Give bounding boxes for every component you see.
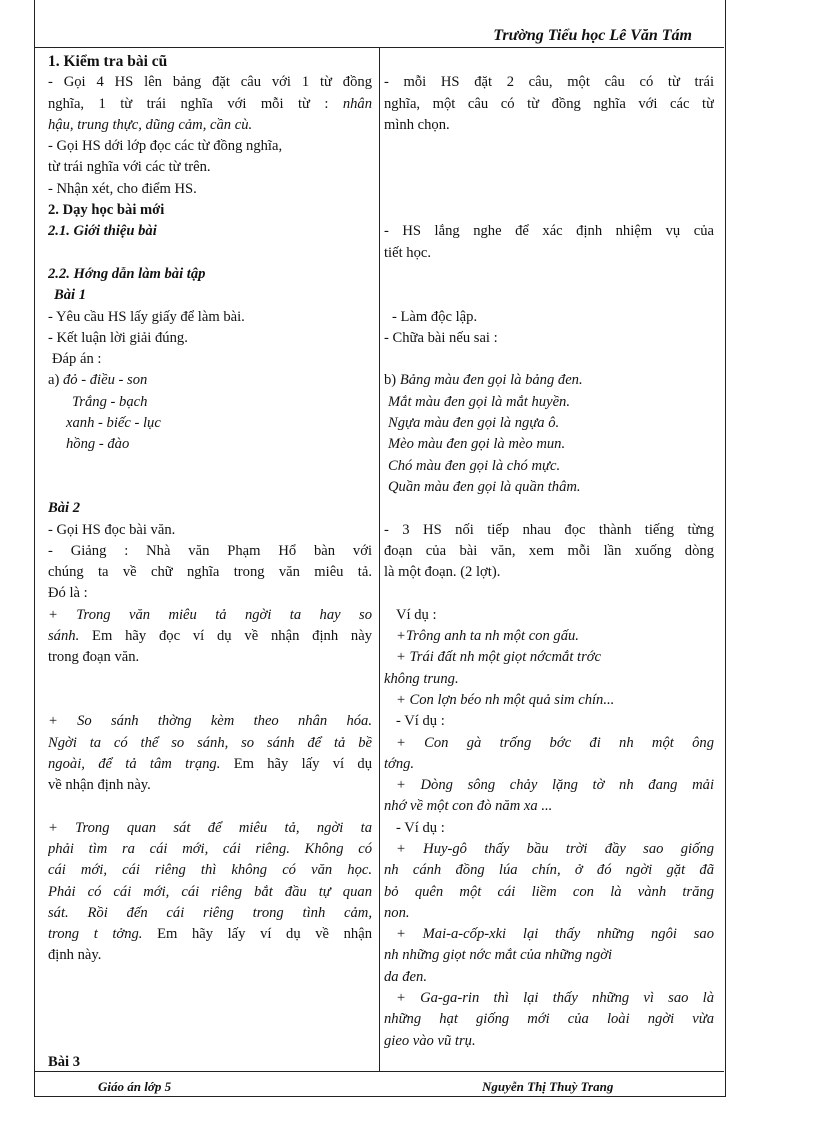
text-line: định này. (48, 947, 102, 964)
text-line: về nhận định này. (48, 777, 151, 794)
text-line: + Trái đất nh một giọt nớcmắt trớc (396, 649, 602, 666)
footer-rule (34, 1071, 724, 1072)
spacer (384, 136, 714, 157)
text-line: da đen. (384, 968, 427, 985)
text-line: Ví dụ : (396, 606, 437, 623)
text-line: sát. Rồi đến cái riêng trong tình cảm, (48, 904, 372, 921)
spacer (384, 51, 714, 72)
text-line: hậu, trung thực, dũng cảm, cần cù. (48, 116, 253, 133)
text-line: là một đoạn. (2 lợt). (384, 564, 501, 581)
text-line: nghĩa, một câu có từ đồng nghĩa với các từ (384, 95, 714, 112)
text-span: Em hãy lấy ví dụ về nhận (142, 926, 372, 943)
text-line: + Trong văn miêu tả ngời ta hay so (48, 606, 372, 623)
text-line: - Chữa bài nếu sai : (384, 329, 498, 346)
exercise-heading: Bài 2 (48, 500, 81, 517)
text-line: - Ví dụ : (396, 713, 445, 730)
text-line: hồng - đào (66, 436, 130, 453)
text-line: +Trông anh ta nh một con gấu. (396, 628, 579, 645)
text-line: - Kết luận lời giải đúng. (48, 329, 188, 346)
text-line: - Nhận xét, cho điểm HS. (48, 180, 197, 197)
text-line: non. (384, 904, 410, 921)
teacher-activities-column (48, 51, 372, 1073)
text-line: - Yêu cầu HS lấy giấy để làm bài. (48, 308, 245, 325)
text-line (48, 94, 372, 115)
text-span: nhân (342, 95, 372, 112)
text-span: sánh. (48, 628, 80, 645)
text-line: trong đoạn văn. (48, 649, 140, 666)
text-line: + Con lợn béo nh một quả sim chín... (396, 691, 615, 708)
spacer (384, 264, 714, 285)
student-activities-column (384, 51, 714, 1052)
text-line: tớng. (384, 755, 415, 772)
text-line: không trung. (384, 670, 459, 687)
text-line: nh những giọt nớc mắt của những ngời (384, 947, 613, 964)
text-line: Đáp án : (52, 351, 102, 368)
text-line: - Giảng : Nhà văn Phạm Hổ bàn với (48, 542, 372, 559)
spacer (384, 157, 714, 178)
text-line (48, 754, 372, 775)
text-line: từ trái nghĩa với các từ trên. (48, 159, 211, 176)
text-line: + Mai-a-cốp-xki lại thấy những ngôi sao (396, 926, 714, 943)
spacer (48, 1009, 372, 1030)
spacer (384, 349, 714, 370)
text-span: Em hãy lấy ví dụ (220, 755, 372, 772)
text-line: - mỗi HS đặt 2 câu, một câu có từ trái (384, 74, 714, 91)
text-line: đoạn của bài văn, xem mỗi lần xuống dòng (384, 542, 714, 559)
text-line: + Ga-ga-rin thì lại thấy những vì sao là (396, 990, 714, 1007)
text-line: Ngời ta có thể so sánh, so sánh để tả bề (48, 734, 372, 751)
text-line: - Gọi 4 HS lên bảng đặt câu với 1 từ đồng (48, 74, 372, 91)
spacer (384, 200, 714, 221)
spacer (48, 456, 372, 477)
text-span: b) (384, 372, 400, 389)
school-name: Trường Tiểu học Lê Văn Tám (493, 27, 692, 44)
text-line: Chó màu đen gọi là chó mực. (388, 457, 561, 474)
spacer (48, 796, 372, 817)
spacer (384, 583, 714, 604)
text-line: bỏ quên một cái liềm con là vành trăng (384, 883, 714, 900)
text-line: Đó là : (48, 585, 88, 602)
text-span: nghĩa, 1 từ trái nghĩa với mỗi từ : (48, 95, 343, 112)
text-line (48, 626, 372, 647)
footer-author: Nguyễn Thị Thuỳ Trang (482, 1079, 614, 1094)
text-line: xanh - biếc - lục (66, 415, 161, 432)
text-line: - HS lắng nghe để xác định nhiệm vụ của (384, 223, 714, 240)
text-line: Quần màu đen gọi là quần thâm. (388, 478, 581, 495)
footer-class-label: Giáo án lớp 5 (98, 1079, 172, 1094)
text-line: mình chọn. (384, 116, 450, 133)
text-line: - Làm độc lập. (392, 308, 478, 325)
text-span: Bảng màu đen gọi là bảng đen. (399, 372, 583, 389)
column-divider (379, 47, 380, 1071)
spacer (48, 988, 372, 1009)
text-line: Trắng - bạch (72, 393, 148, 410)
section-heading: 1. Kiểm tra bài cũ (48, 53, 168, 70)
text-line: nhớ về một con đò năm xa ... (384, 798, 553, 815)
spacer (384, 179, 714, 200)
text-line (384, 370, 714, 391)
text-line: Mèo màu đen gọi là mèo mun. (388, 436, 566, 453)
text-line: - 3 HS nối tiếp nhau đọc thành tiếng từng (384, 521, 714, 538)
text-span: đỏ - điều - son (63, 372, 148, 389)
section-heading: 2. Dạy học bài mới (48, 202, 165, 219)
subsection-heading: 2.1. Giới thiệu bài (48, 223, 157, 240)
text-span: ngoài, để tả tâm trạng. (48, 755, 221, 772)
text-line: chúng ta về chữ nghĩa trong văn miêu tả. (48, 564, 372, 581)
text-line: - Gọi HS dới lớp đọc các từ đồng nghĩa, (48, 138, 283, 155)
text-line: gieo vào vũ trụ. (384, 1032, 476, 1049)
text-line (48, 370, 372, 391)
text-line: - Gọi HS đọc bài văn. (48, 521, 176, 538)
exercise-heading: Bài 1 (54, 287, 87, 304)
text-line: Phải có cái mới, cái riêng bắt đầu tự quan (48, 883, 372, 900)
text-line: Mắt màu đen gọi là mắt huyền. (388, 393, 570, 410)
text-line: + Trong quan sát để miêu tả, ngời ta (48, 819, 372, 836)
spacer (384, 498, 714, 519)
text-line: tiết học. (384, 244, 432, 261)
text-span: a) (48, 372, 63, 389)
text-line: nh cánh đồng lúa chín, ở đó ngời gặt đã (384, 862, 714, 879)
text-span: Em hãy đọc ví dụ về nhận định này (79, 628, 372, 645)
spacer (48, 243, 372, 264)
subsection-heading: 2.2. Hớng dẫn làm bài tập (48, 265, 206, 282)
spacer (48, 477, 372, 498)
exercise-heading: Bài 3 (48, 1053, 81, 1070)
spacer (48, 669, 372, 690)
text-line: + Huy-gô thấy bầu trời đầy sao giống (396, 840, 714, 857)
text-line: + Con gà trống bớc đi nh một ông (396, 734, 714, 751)
text-line: Ngựa màu đen gọi là ngựa ô. (388, 415, 560, 432)
spacer (384, 285, 714, 306)
text-line: - Ví dụ : (396, 819, 445, 836)
text-line: cái mới, cái riêng thì không có văn học. (48, 862, 372, 879)
text-span: trong t tởng. (48, 926, 143, 943)
text-line: những hạt giống mới của loài ngời vừa (384, 1011, 714, 1028)
spacer (48, 1031, 372, 1052)
text-line: phải tìm ra cái mới, cái riêng. Không có (48, 840, 372, 857)
text-line: + So sánh thờng kèm theo nhân hóa. (48, 713, 372, 730)
spacer (48, 967, 372, 988)
text-line (48, 924, 372, 945)
text-line: + Dòng sông chảy lặng tờ nh đang mải (396, 777, 714, 794)
spacer (48, 690, 372, 711)
